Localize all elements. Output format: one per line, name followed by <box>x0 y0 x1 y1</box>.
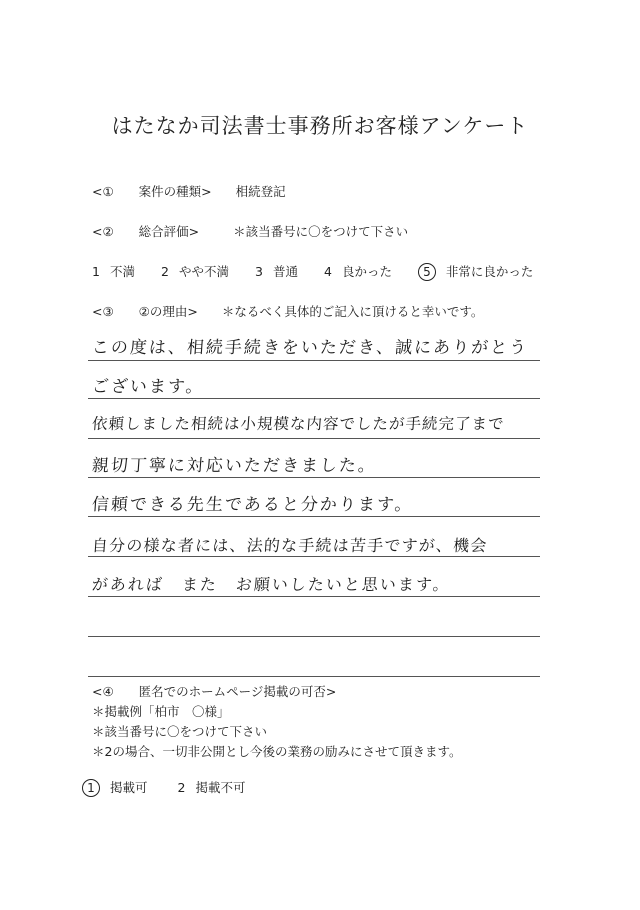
q4-option-2[interactable]: 2 掲載不可 <box>177 780 246 795</box>
answer-line-6: 自分の様な者には、法的な手続は苦手ですが、機会 <box>91 536 489 555</box>
q2-option-3[interactable]: 3 普通 <box>254 264 298 279</box>
answer-line-3: 依頼しました相続は小規模な内容でしたが手続完了まで <box>91 415 506 433</box>
q2-option-4[interactable]: 4 良かった <box>323 264 392 279</box>
answer-rule-1 <box>88 360 540 361</box>
selected-circle-mark: 1 <box>82 779 100 797</box>
answer-rule-6 <box>88 556 540 557</box>
q2-option-1[interactable]: 1 不満 <box>92 264 135 279</box>
q4-row <box>92 682 336 700</box>
q1-row <box>92 182 286 200</box>
answer-rule-9 <box>88 676 540 677</box>
q4-note-1: ＊掲載例「柏市 〇様」 <box>92 704 230 719</box>
q3-label: <③ ②の理由> <box>92 304 198 319</box>
answer-line-5: 信頼できる先生であると分かります。 <box>91 495 415 515</box>
answer-rule-4 <box>88 477 540 478</box>
q1-value: 相続登記 <box>235 184 286 199</box>
q2-row <box>92 222 408 240</box>
answer-line-2: ございます。 <box>91 377 206 397</box>
q4-option-1[interactable]: 1 掲載可 <box>82 778 148 797</box>
answer-line-7: があれば また お願いしたいと思います。 <box>91 575 452 594</box>
q4-options <box>82 778 267 797</box>
selected-circle-mark: 5 <box>418 263 436 281</box>
page-title: はたなか司法書士事務所お客様アンケート <box>111 114 529 138</box>
answer-line-4: 親切丁寧に対応いただきました。 <box>91 456 378 476</box>
q3-note: ＊なるべく具体的ご記入に頂けると幸いです。 <box>221 304 484 319</box>
q4-note-3: ＊2の場合、一切非公開とし今後の業務の励みにさせて頂きます。 <box>92 744 462 759</box>
answer-rule-8 <box>88 636 540 637</box>
q2-options <box>92 262 533 281</box>
answer-rule-5 <box>88 516 540 517</box>
q2-note: ＊該当番号に〇をつけて下さい <box>233 224 409 239</box>
q4-label: <④ 匿名でのホームページ掲載の可否> <box>92 684 337 699</box>
answer-rule-3 <box>88 438 540 439</box>
answer-line-1: この度は、相続手続きをいただき、誠にありがとう <box>91 338 529 358</box>
answer-rule-2 <box>88 398 540 399</box>
q3-row <box>92 302 483 320</box>
answer-rule-7 <box>88 596 540 597</box>
q1-label: <① 案件の種類> <box>92 184 212 199</box>
q2-label: <② 総合評価> <box>92 224 200 239</box>
q4-note-2: ＊該当番号に〇をつけて下さい <box>92 724 268 739</box>
q2-option-5[interactable]: 5 非常に良かった <box>418 262 534 281</box>
q2-option-2[interactable]: 2 やや不満 <box>160 264 229 279</box>
